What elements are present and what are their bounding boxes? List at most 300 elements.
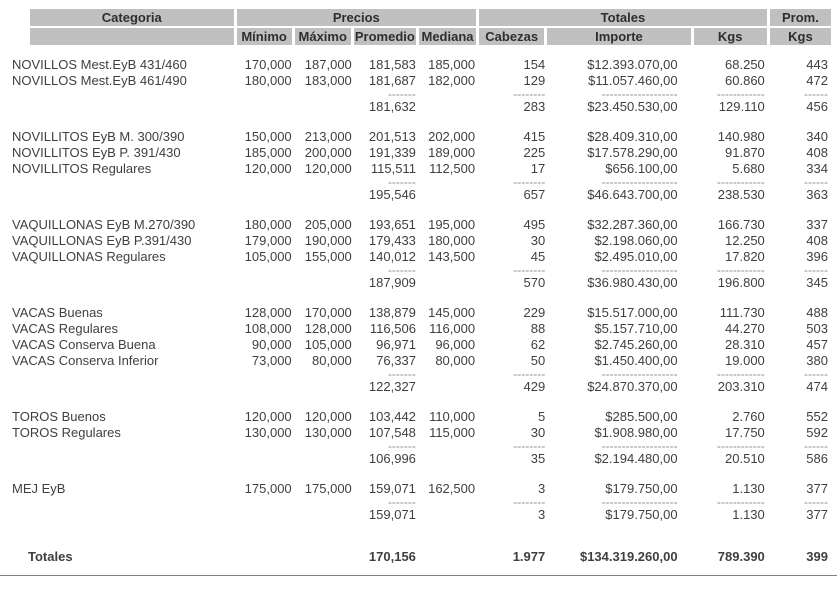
cell-importe: $1.908.980,00 bbox=[594, 425, 678, 440]
subtotal-empty bbox=[237, 379, 295, 395]
cell-kgs: 60.860 bbox=[725, 73, 765, 88]
subtotal-prom-kgs: 586 bbox=[806, 451, 828, 466]
grand-total-label: Totales bbox=[28, 549, 73, 564]
separator-empty bbox=[2, 89, 237, 99]
header-minimo: Mínimo bbox=[237, 28, 295, 45]
table-row bbox=[2, 57, 834, 73]
subtotal-empty bbox=[2, 507, 237, 523]
header-precios-group: Precios bbox=[237, 9, 480, 28]
cell-prom-kgs: 552 bbox=[806, 409, 828, 424]
grand-total-empty bbox=[295, 549, 354, 565]
separator-empty bbox=[237, 497, 295, 507]
cell-category: VAQUILLONAS EyB P.391/430 bbox=[12, 233, 192, 248]
cell-category: MEJ EyB bbox=[12, 481, 66, 496]
subtotal-kgs: 238.530 bbox=[717, 187, 765, 202]
cell-category: TOROS Buenos bbox=[12, 409, 106, 424]
header-kgs: Kgs bbox=[694, 28, 770, 45]
subtotal-separator: ------------------- bbox=[601, 495, 678, 509]
subtotal-row bbox=[2, 99, 834, 115]
subtotal-empty bbox=[2, 451, 237, 467]
cell-mediana: 143,500 bbox=[428, 249, 476, 264]
subtotal-empty bbox=[237, 275, 295, 291]
cell-maximo: 120,000 bbox=[304, 409, 352, 424]
spacer-row bbox=[2, 203, 834, 217]
subtotal-separator: ------------ bbox=[716, 175, 765, 189]
subtotal-separator: ------- bbox=[387, 367, 416, 381]
table-row bbox=[2, 353, 834, 369]
header-mediana: Mediana bbox=[419, 28, 479, 45]
subtotal-empty bbox=[295, 507, 354, 523]
cell-mediana: 110,000 bbox=[429, 409, 476, 424]
separator-empty bbox=[419, 177, 479, 187]
spacer-row bbox=[2, 467, 834, 481]
subtotal-separator: -------- bbox=[513, 367, 546, 381]
subtotal-separator: ------------ bbox=[716, 87, 765, 101]
cell-maximo: 205,000 bbox=[304, 217, 352, 232]
separator-empty bbox=[295, 497, 354, 507]
cell-importe: $2.745.260,00 bbox=[594, 337, 678, 352]
subtotal-separator: ------------------- bbox=[601, 175, 678, 189]
subtotal-empty bbox=[419, 507, 479, 523]
grand-total-empty bbox=[237, 549, 295, 565]
cell-cabezas: 50 bbox=[530, 353, 546, 368]
subtotal-separator: ------ bbox=[804, 439, 828, 453]
cell-maximo: 213,000 bbox=[304, 129, 352, 144]
cell-prom-kgs: 503 bbox=[806, 321, 828, 336]
cell-maximo: 190,000 bbox=[304, 233, 352, 248]
cell-kgs: 140.980 bbox=[717, 129, 765, 144]
table-row bbox=[2, 161, 834, 177]
grand-total-prom-kgs: 399 bbox=[806, 549, 828, 564]
cell-importe: $2.198.060,00 bbox=[594, 233, 678, 248]
cell-cabezas: 415 bbox=[523, 129, 546, 144]
cell-maximo: 183,000 bbox=[304, 73, 352, 88]
cell-cabezas: 62 bbox=[530, 337, 546, 352]
cell-cabezas: 30 bbox=[530, 233, 546, 248]
subtotal-promedio: 122,327 bbox=[368, 379, 416, 394]
subtotal-empty bbox=[2, 187, 237, 203]
subtotal-empty bbox=[295, 379, 354, 395]
cell-promedio: 191,339 bbox=[368, 145, 416, 160]
header-categoria-spacer bbox=[2, 28, 237, 45]
table-row bbox=[2, 145, 834, 161]
cell-promedio: 76,337 bbox=[376, 353, 416, 368]
subtotal-separator: ------- bbox=[387, 439, 416, 453]
subtotal-separator: ------------ bbox=[716, 439, 765, 453]
cell-prom-kgs: 408 bbox=[806, 145, 828, 160]
separator-empty bbox=[419, 89, 479, 99]
subtotal-separator: ------------ bbox=[716, 367, 765, 381]
spacer-cell bbox=[2, 467, 834, 481]
separator-empty bbox=[419, 441, 479, 451]
cell-importe: $11.057.460,00 bbox=[588, 73, 678, 88]
subtotal-cabezas: 3 bbox=[538, 507, 546, 522]
separator-empty bbox=[237, 89, 295, 99]
cell-importe: $15.517.000,00 bbox=[587, 305, 678, 320]
subtotal-separator: ------- bbox=[387, 87, 416, 101]
cell-promedio: 116,506 bbox=[369, 321, 416, 336]
subtotal-empty bbox=[419, 99, 479, 115]
cell-category: NOVILLITOS EyB P. 391/430 bbox=[12, 145, 181, 160]
cell-prom-kgs: 488 bbox=[806, 305, 828, 320]
cell-maximo: 120,000 bbox=[304, 161, 352, 176]
cell-mediana: 80,000 bbox=[435, 353, 476, 368]
subtotal-separator: -------- bbox=[513, 495, 546, 509]
cell-prom-kgs: 472 bbox=[806, 73, 828, 88]
subtotal-kgs: 1.130 bbox=[732, 507, 765, 522]
subtotal-separator: ------ bbox=[804, 263, 828, 277]
cell-minimo: 108,000 bbox=[244, 321, 292, 336]
subtotal-separator: ------------------- bbox=[601, 263, 678, 277]
subtotal-prom-kgs: 377 bbox=[806, 507, 828, 522]
separator-empty bbox=[237, 441, 295, 451]
cell-maximo: 105,000 bbox=[304, 337, 352, 352]
cell-maximo: 175,000 bbox=[304, 481, 352, 496]
subtotal-promedio: 106,996 bbox=[368, 451, 416, 466]
cell-minimo: 175,000 bbox=[244, 481, 292, 496]
separator-empty bbox=[419, 265, 479, 275]
subtotal-row bbox=[2, 187, 834, 203]
cell-prom-kgs: 380 bbox=[806, 353, 828, 368]
cell-mediana: 202,000 bbox=[428, 129, 476, 144]
cell-cabezas: 3 bbox=[538, 481, 546, 496]
cell-importe: $285.500,00 bbox=[605, 409, 678, 424]
cell-minimo: 185,000 bbox=[244, 145, 292, 160]
header-group-row bbox=[2, 9, 834, 28]
cell-category: VACAS Conserva Buena bbox=[12, 337, 156, 352]
cell-category: NOVILLITOS EyB M. 300/390 bbox=[12, 129, 185, 144]
table-row bbox=[2, 337, 834, 353]
table-row bbox=[2, 481, 834, 497]
cell-minimo: 170,000 bbox=[244, 57, 292, 72]
cell-cabezas: 30 bbox=[530, 425, 546, 440]
cell-minimo: 90,000 bbox=[251, 337, 292, 352]
subtotal-empty bbox=[295, 451, 354, 467]
cell-mediana: 180,000 bbox=[428, 233, 476, 248]
cell-importe: $28.409.310,00 bbox=[587, 129, 678, 144]
grand-total-empty bbox=[419, 549, 479, 565]
subtotal-separator: ------ bbox=[804, 367, 828, 381]
subtotal-separator: ------- bbox=[387, 263, 416, 277]
subtotal-prom-kgs: 474 bbox=[806, 379, 828, 394]
subtotal-importe: $179.750,00 bbox=[605, 507, 678, 522]
cell-promedio: 159,071 bbox=[368, 481, 416, 496]
subtotal-empty bbox=[237, 99, 295, 115]
subtotal-empty bbox=[237, 187, 295, 203]
table-row bbox=[2, 73, 834, 89]
header-cabezas: Cabezas bbox=[479, 28, 547, 45]
cell-kgs: 19.000 bbox=[725, 353, 765, 368]
subtotal-prom-kgs: 345 bbox=[806, 275, 828, 290]
separator-empty bbox=[2, 441, 237, 451]
subtotal-importe: $36.980.430,00 bbox=[587, 275, 678, 290]
subtotal-prom-kgs: 363 bbox=[806, 187, 828, 202]
cell-prom-kgs: 396 bbox=[806, 249, 828, 264]
cell-cabezas: 225 bbox=[523, 145, 546, 160]
subtotal-cabezas: 283 bbox=[523, 99, 546, 114]
separator-empty bbox=[2, 369, 237, 379]
livestock-report-table bbox=[2, 9, 834, 565]
cell-promedio: 115,511 bbox=[370, 161, 416, 176]
cell-category: TOROS Regulares bbox=[12, 425, 121, 440]
cell-maximo: 130,000 bbox=[304, 425, 352, 440]
cell-minimo: 73,000 bbox=[251, 353, 292, 368]
spacer-row bbox=[2, 523, 834, 537]
subtotal-kgs: 203.310 bbox=[717, 379, 765, 394]
cell-prom-kgs: 457 bbox=[806, 337, 828, 352]
subtotal-kgs: 196.800 bbox=[717, 275, 765, 290]
cell-kgs: 111.730 bbox=[719, 305, 765, 320]
cell-prom-kgs: 408 bbox=[806, 233, 828, 248]
subtotal-separator-row bbox=[2, 369, 834, 379]
cell-promedio: 140,012 bbox=[368, 249, 416, 264]
cell-prom-kgs: 377 bbox=[806, 481, 828, 496]
cell-minimo: 150,000 bbox=[244, 129, 292, 144]
header-prom-kgs: Kgs bbox=[770, 28, 834, 45]
cell-mediana: 112,500 bbox=[429, 161, 476, 176]
table-row bbox=[2, 233, 834, 249]
spacer-cell bbox=[2, 115, 834, 129]
header-categoria: Categoria bbox=[2, 9, 237, 28]
spacer-cell bbox=[2, 291, 834, 305]
subtotal-separator: ------ bbox=[804, 87, 828, 101]
subtotal-empty bbox=[2, 275, 237, 291]
table-row bbox=[2, 217, 834, 233]
bottom-rule bbox=[0, 575, 837, 576]
cell-kgs: 2.760 bbox=[732, 409, 765, 424]
cell-prom-kgs: 337 bbox=[806, 217, 828, 232]
spacer-row bbox=[2, 115, 834, 129]
header-promedio: Promedio bbox=[354, 28, 419, 45]
cell-cabezas: 129 bbox=[523, 73, 546, 88]
header-sub-row bbox=[2, 28, 834, 45]
table-row bbox=[2, 321, 834, 337]
subtotal-separator: ------- bbox=[387, 175, 416, 189]
spacer-cell bbox=[2, 45, 834, 57]
spacer-cell bbox=[2, 395, 834, 409]
cell-mediana: 162,500 bbox=[428, 481, 476, 496]
cell-mediana: 116,000 bbox=[429, 321, 476, 336]
separator-empty bbox=[237, 177, 295, 187]
subtotal-separator: ------------ bbox=[716, 495, 765, 509]
cell-kgs: 166.730 bbox=[717, 217, 765, 232]
cell-category: NOVILLOS Mest.EyB 431/460 bbox=[12, 57, 187, 72]
grand-total-importe: $134.319.260,00 bbox=[579, 549, 678, 564]
separator-empty bbox=[237, 265, 295, 275]
cell-cabezas: 154 bbox=[523, 57, 546, 72]
cell-mediana: 195,000 bbox=[428, 217, 476, 232]
cell-kgs: 28.310 bbox=[725, 337, 765, 352]
subtotal-cabezas: 570 bbox=[523, 275, 546, 290]
header-prom-group: Prom. bbox=[770, 9, 834, 28]
subtotal-empty bbox=[295, 187, 354, 203]
cell-promedio: 179,433 bbox=[368, 233, 416, 248]
subtotal-separator-row bbox=[2, 265, 834, 275]
cell-category: NOVILLITOS Regulares bbox=[12, 161, 152, 176]
subtotal-empty bbox=[2, 99, 237, 115]
cell-promedio: 96,971 bbox=[376, 337, 416, 352]
subtotal-separator: -------- bbox=[513, 175, 546, 189]
separator-empty bbox=[295, 177, 354, 187]
cell-maximo: 155,000 bbox=[304, 249, 352, 264]
cell-category: VACAS Conserva Inferior bbox=[12, 353, 159, 368]
cell-kgs: 5.680 bbox=[732, 161, 765, 176]
cell-prom-kgs: 340 bbox=[806, 129, 828, 144]
cell-mediana: 115,000 bbox=[429, 425, 476, 440]
cell-mediana: 96,000 bbox=[435, 337, 476, 352]
grand-total-promedio: 170,156 bbox=[368, 549, 416, 564]
cell-minimo: 128,000 bbox=[244, 305, 292, 320]
subtotal-separator: -------- bbox=[513, 439, 546, 453]
cell-category: VACAS Buenas bbox=[12, 305, 103, 320]
table-row bbox=[2, 249, 834, 265]
cell-importe: $179.750,00 bbox=[605, 481, 678, 496]
subtotal-empty bbox=[419, 187, 479, 203]
subtotal-row bbox=[2, 275, 834, 291]
subtotal-importe: $46.643.700,00 bbox=[587, 187, 678, 202]
cell-importe: $12.393.070,00 bbox=[587, 57, 678, 72]
separator-empty bbox=[295, 441, 354, 451]
subtotal-kgs: 20.510 bbox=[725, 451, 765, 466]
cell-minimo: 180,000 bbox=[244, 73, 292, 88]
grand-total-kgs: 789.390 bbox=[717, 549, 765, 564]
cell-category: NOVILLOS Mest.EyB 461/490 bbox=[12, 73, 187, 88]
table-row bbox=[2, 425, 834, 441]
separator-empty bbox=[295, 89, 354, 99]
cell-kgs: 12.250 bbox=[725, 233, 765, 248]
cell-promedio: 103,442 bbox=[368, 409, 416, 424]
cell-maximo: 200,000 bbox=[304, 145, 352, 160]
cell-kgs: 44.270 bbox=[725, 321, 765, 336]
subtotal-promedio: 187,909 bbox=[368, 275, 416, 290]
subtotal-empty bbox=[237, 451, 295, 467]
cell-prom-kgs: 334 bbox=[806, 161, 828, 176]
subtotal-empty bbox=[295, 99, 354, 115]
subtotal-kgs: 129.110 bbox=[718, 99, 765, 114]
subtotal-promedio: 159,071 bbox=[368, 507, 416, 522]
cell-maximo: 80,000 bbox=[312, 353, 352, 368]
subtotal-importe: $23.450.530,00 bbox=[587, 99, 678, 114]
cell-cabezas: 45 bbox=[530, 249, 546, 264]
subtotal-empty bbox=[295, 275, 354, 291]
cell-prom-kgs: 592 bbox=[806, 425, 828, 440]
cell-maximo: 128,000 bbox=[304, 321, 352, 336]
cell-cabezas: 17 bbox=[530, 161, 546, 176]
cell-kgs: 17.750 bbox=[725, 425, 765, 440]
cell-importe: $1.450.400,00 bbox=[594, 353, 678, 368]
subtotal-importe: $24.870.370,00 bbox=[587, 379, 678, 394]
subtotal-promedio: 181,632 bbox=[368, 99, 416, 114]
cell-minimo: 179,000 bbox=[244, 233, 292, 248]
cell-minimo: 130,000 bbox=[244, 425, 292, 440]
spacer-row bbox=[2, 291, 834, 305]
table-row bbox=[2, 129, 834, 145]
spacer-row bbox=[2, 45, 834, 57]
header-importe: Importe bbox=[547, 28, 693, 45]
subtotal-separator: -------- bbox=[513, 263, 546, 277]
table-row bbox=[2, 305, 834, 321]
cell-minimo: 180,000 bbox=[244, 217, 292, 232]
header-maximo: Máximo bbox=[295, 28, 354, 45]
cell-promedio: 181,583 bbox=[368, 57, 416, 72]
separator-empty bbox=[2, 177, 237, 187]
cell-promedio: 181,687 bbox=[368, 73, 416, 88]
table-row bbox=[2, 409, 834, 425]
cell-promedio: 201,513 bbox=[368, 129, 416, 144]
cell-maximo: 170,000 bbox=[304, 305, 352, 320]
cell-importe: $17.578.290,00 bbox=[587, 145, 678, 160]
subtotal-separator-row bbox=[2, 497, 834, 507]
cell-kgs: 91.870 bbox=[725, 145, 765, 160]
cell-importe: $5.157.710,00 bbox=[594, 321, 678, 336]
subtotal-importe: $2.194.480,00 bbox=[594, 451, 678, 466]
cell-cabezas: 88 bbox=[530, 321, 546, 336]
subtotal-separator-row bbox=[2, 441, 834, 451]
cell-promedio: 193,651 bbox=[368, 217, 416, 232]
subtotal-empty bbox=[419, 379, 479, 395]
spacer-row bbox=[2, 395, 834, 409]
cell-minimo: 120,000 bbox=[244, 161, 292, 176]
cell-minimo: 105,000 bbox=[244, 249, 292, 264]
subtotal-empty bbox=[419, 275, 479, 291]
subtotal-separator: ------------------- bbox=[601, 439, 678, 453]
subtotal-separator: ------------------- bbox=[601, 367, 678, 381]
spacer-row bbox=[2, 537, 834, 549]
subtotal-prom-kgs: 456 bbox=[806, 99, 828, 114]
subtotal-empty bbox=[237, 507, 295, 523]
separator-empty bbox=[237, 369, 295, 379]
subtotal-separator: ------ bbox=[804, 495, 828, 509]
grand-total-cabezas: 1.977 bbox=[512, 549, 546, 564]
cell-category: VACAS Regulares bbox=[12, 321, 118, 336]
cell-prom-kgs: 443 bbox=[806, 57, 828, 72]
cell-mediana: 185,000 bbox=[428, 57, 476, 72]
subtotal-empty bbox=[2, 379, 237, 395]
subtotal-promedio: 195,546 bbox=[368, 187, 416, 202]
subtotal-separator: ------- bbox=[387, 495, 416, 509]
cell-cabezas: 5 bbox=[538, 409, 546, 424]
subtotal-cabezas: 35 bbox=[530, 451, 546, 466]
separator-empty bbox=[295, 265, 354, 275]
grand-total-row bbox=[2, 549, 834, 565]
cell-mediana: 182,000 bbox=[428, 73, 476, 88]
separator-empty bbox=[295, 369, 354, 379]
header-totales-group: Totales bbox=[479, 9, 770, 28]
separator-empty bbox=[419, 497, 479, 507]
subtotal-separator: ------ bbox=[804, 175, 828, 189]
cell-mediana: 145,000 bbox=[428, 305, 476, 320]
subtotal-row bbox=[2, 379, 834, 395]
subtotal-cabezas: 429 bbox=[523, 379, 546, 394]
separator-empty bbox=[419, 369, 479, 379]
cell-kgs: 17.820 bbox=[725, 249, 765, 264]
subtotal-separator-row bbox=[2, 177, 834, 187]
cell-importe: $656.100,00 bbox=[605, 161, 678, 176]
cell-category: VAQUILLONAS EyB M.270/390 bbox=[12, 217, 196, 232]
cell-category: VAQUILLONAS Regulares bbox=[12, 249, 166, 264]
separator-empty bbox=[2, 497, 237, 507]
subtotal-separator: ------------ bbox=[716, 263, 765, 277]
cell-kgs: 68.250 bbox=[725, 57, 765, 72]
subtotal-separator-row bbox=[2, 89, 834, 99]
cell-promedio: 107,548 bbox=[368, 425, 416, 440]
subtotal-row bbox=[2, 507, 834, 523]
cell-importe: $2.495.010,00 bbox=[594, 249, 678, 264]
subtotal-separator: ------------------- bbox=[601, 87, 678, 101]
spacer-cell bbox=[2, 537, 834, 549]
cell-maximo: 187,000 bbox=[304, 57, 352, 72]
cell-importe: $32.287.360,00 bbox=[587, 217, 678, 232]
